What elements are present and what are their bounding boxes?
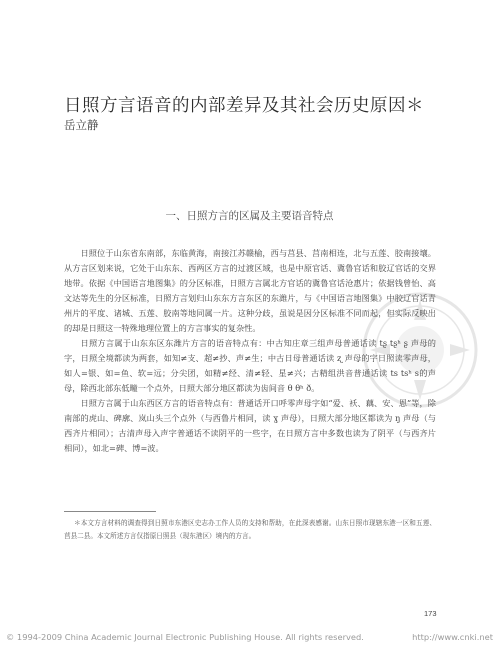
footnote-divider xyxy=(64,511,156,512)
copyright-bar xyxy=(0,626,499,648)
website-link[interactable]: http://www.cnki.net xyxy=(412,632,493,642)
paragraph: 日照方言属于山东东区东潍片方言的语音特点有：中古知庄章三组声母普通话读 tʂ tʂʰ ʂ 声母的字，日照全境都读为两套，如知≠支、超≠抄、声≠生；中古日母普通话读 ʐ 声母的字日照读零声母，如人=银、如=鱼、软=远；分尖团，如精≠经、清≠轻、星≠兴；古精组洪音普通话读 ts tsʰ s的声母，除西北部东低疃一个点外，日照大部分地区都读为齿间音 θ θʰ ð。 xyxy=(64,338,436,393)
body-text xyxy=(64,246,436,456)
article-title: 日照方言语音的内部差异及其社会历史原因＊ xyxy=(64,96,424,116)
author-name: 岳立静 xyxy=(64,118,99,132)
footnote-text: ＊本文方言材料的调查得到日照市东港区史志办工作人员的支持和帮助，在此深表感谢。山东日照市现辖东港一区和五莲、莒县二县。本文所述方言仅指原日照县（现东港区）境内的方言。 xyxy=(64,519,436,540)
paragraph: 日照方言属于山东西区方言的语音特点有：普通话开口呼零声母字如“爱、袄、藕、安、恩”等，除南部的虎山、碑廓、岚山头三个点外（与西鲁片相同，读 ɣ 声母），日照大部分地区都读为 ŋ 声母（与西齐片相同）；古清声母入声字普通话不读阴平的一些字，在日照方言中多数也读为了阴平（与西齐片相同），如北=碑、博=波。 xyxy=(64,398,436,453)
paragraph: 日照位于山东省东南部，东临黄海，南接江苏赣榆，西与莒县、莒南相连，北与五莲、胶南接壤。从方言区划来说，它处于山东东、西两区方言的过渡区域，也是中原官话、冀鲁官话和胶辽官话的交界地带。依据《中国语言地图集》的分区标准，日照方言属北方官话的冀鲁官话沧惠片；依据钱曾怡、高文达等先生的分区标准，日照方言划归山东东方言东区的东潍片，与《中国语言地图集》中胶辽官话青州片的平度、诸城、五莲、胶南等地同属一片。这种分歧，虽说是因分区标准不同而起，但实际反映出的却是日照这一特殊地理位置上的方言事实的复杂性。 xyxy=(64,248,436,333)
section-heading: 一、日照方言的区属及主要语音特点 xyxy=(165,210,334,222)
page-number: 173 xyxy=(424,609,437,618)
footnote xyxy=(64,517,436,543)
copyright-notice: © 1994-2009 China Academic Journal Electronic Publishing House. All rights reserved. xyxy=(6,632,364,642)
